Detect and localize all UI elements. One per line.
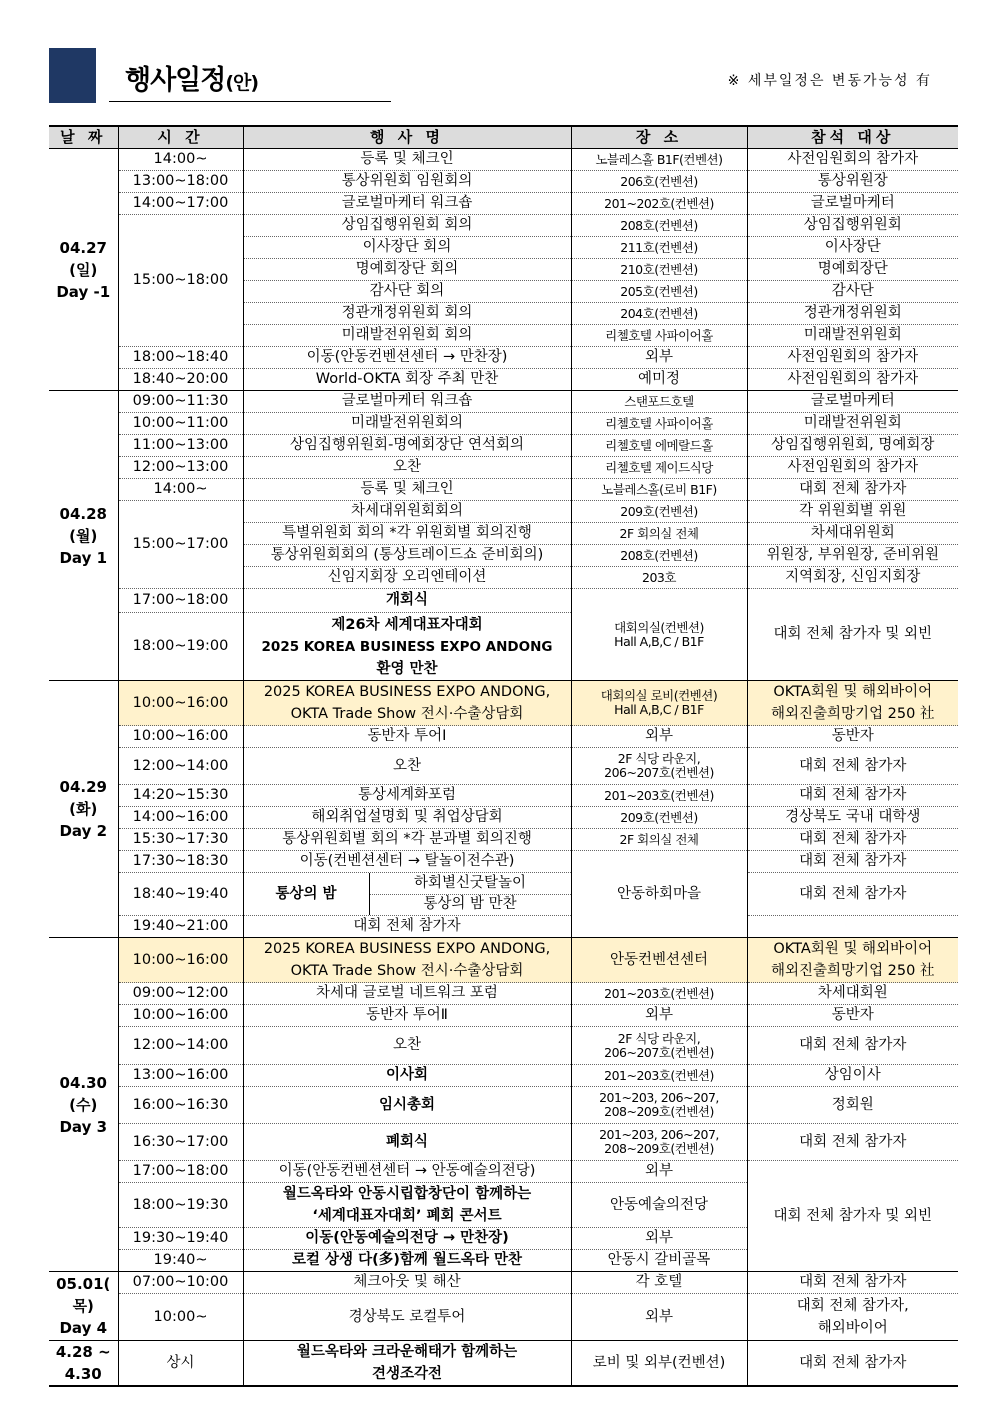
time-cell: 09:00~12:00 (118, 983, 243, 1005)
place-cell: 안동시 갈비골목 (571, 1250, 747, 1272)
time-cell: 13:00~16:00 (118, 1065, 243, 1087)
place-cell: 리첼호텔 사파이어홀 (571, 413, 747, 435)
time-cell: 14:00~17:00 (118, 193, 243, 215)
event-cell: 이사장단 회의 (243, 237, 571, 259)
place-cell: 203호 (571, 567, 747, 589)
attendee-cell: 감사단 (747, 281, 958, 303)
attendee-cell: 사전임원회의 참가자 (747, 457, 958, 479)
event-cell: 통상세계화포럼 (243, 785, 571, 807)
evening-event-2: 통상의 밤 만찬 (423, 896, 517, 913)
time-cell: 18:40~19:40 (118, 873, 243, 916)
attendee-cell: 정관개정위원회 (747, 303, 958, 325)
place-cell: 209호(컨벤션) (571, 807, 747, 829)
title-underline (109, 101, 391, 102)
table-row (49, 829, 958, 851)
event-cell (243, 873, 571, 916)
place-cell: 205호(컨벤션) (571, 281, 747, 303)
date-cell: 04.30 (수) Day 3 (49, 938, 118, 1272)
time-cell: 10:00~16:00 (118, 681, 243, 726)
header-place: 장 소 (571, 126, 747, 149)
table-row (49, 171, 958, 193)
event-cell: 감사단 회의 (243, 281, 571, 303)
time-cell: 15:00~17:00 (118, 501, 243, 589)
place-cell: 210호(컨벤션) (571, 259, 747, 281)
place-cell: 리첼호텔 에메랄드홀 (571, 435, 747, 457)
date-cell: 05.01( 목) Day 4 (49, 1272, 118, 1341)
evening-group-label: 통상의 밤 (244, 873, 370, 915)
event-cell: 동반자 투어Ⅰ (243, 726, 571, 748)
attendee-cell: 글로벌마케터 (747, 391, 958, 413)
time-cell: 10:00~ (118, 1294, 243, 1341)
date-cell: 04.28 (월) Day 1 (49, 391, 118, 681)
attendee-cell: 동반자 (747, 1005, 958, 1027)
time-cell: 19:30~19:40 (118, 1228, 243, 1250)
table-row (49, 873, 958, 916)
event-cell: 글로벌마케터 워크숍 (243, 193, 571, 215)
table-row (49, 916, 958, 938)
event-cell: 통상위원회회의 (통상트레이드쇼 준비회의) (243, 545, 571, 567)
page-title-suffix: (안) (225, 72, 259, 94)
table-row (49, 501, 958, 523)
attendee-cell: 상임집행위원회, 명예회장 (747, 435, 958, 457)
event-cell: 이동(안동예술의전당 → 만찬장) (243, 1228, 571, 1250)
event-cell: 폐회식 (243, 1124, 571, 1161)
table-row (49, 457, 958, 479)
attendee-cell: 글로벌마케터 (747, 193, 958, 215)
place-cell: 201~203호(컨벤션) (571, 1065, 747, 1087)
place-cell: 208호(컨벤션) (571, 545, 747, 567)
time-cell: 09:00~11:30 (118, 391, 243, 413)
event-cell: 제26차 세계대표자대회 2025 KOREA BUSINESS EXPO ANDONG 환영 만찬 (243, 613, 571, 681)
place-cell: 대회의실 로비(컨벤션) Hall A,B,C / B1F (571, 681, 747, 726)
table-row (49, 938, 958, 983)
table-row (49, 748, 958, 785)
table-row (49, 851, 958, 873)
place-cell: 201~203, 206~207, 208~209호(컨벤션) (571, 1124, 747, 1161)
attendee-cell: 대회 전체 참가자 (747, 1272, 958, 1294)
table-row (49, 479, 958, 501)
table-row (49, 1341, 958, 1387)
attendee-cell: 대회 전체 참가자 (747, 829, 958, 851)
attendee-cell: 대회 전체 참가자 (747, 785, 958, 807)
title-accent-block (49, 48, 96, 103)
attendee-cell: 대회 전체 참가자 및 외빈 (747, 1161, 958, 1272)
event-cell: 정관개정위원회 회의 (243, 303, 571, 325)
time-cell: 16:30~17:00 (118, 1124, 243, 1161)
attendee-cell: 이사장단 (747, 237, 958, 259)
place-cell: 201~203, 206~207, 208~209호(컨벤션) (571, 1087, 747, 1124)
place-cell: 예미정 (571, 369, 747, 391)
event-cell: 이사회 (243, 1065, 571, 1087)
event-cell: 등록 및 체크인 (243, 479, 571, 501)
attendee-cell: 대회 전체 참가자 (243, 916, 571, 938)
event-cell: 월드옥타와 안동시립합창단이 함께하는 ‘세계대표자대회’ 폐회 콘서트 (243, 1183, 571, 1228)
header-time: 시 간 (118, 126, 243, 149)
place-cell: 외부 (571, 1005, 747, 1027)
event-cell: 로컬 상생 다(多)함께 월드옥타 만찬 (243, 1250, 571, 1272)
header-attendees: 참석 대상 (747, 126, 958, 149)
date-cell: 04.27 (일) Day -1 (49, 149, 118, 391)
place-cell: 외부 (571, 1228, 747, 1250)
event-cell: 상임집행위원회 회의 (243, 215, 571, 237)
place-cell: 리첼호텔 제이드식당 (571, 457, 747, 479)
attendee-cell: OKTA회원 및 해외바이어 해외진출희망기업 250 社 (747, 681, 958, 726)
time-cell: 18:40~20:00 (118, 369, 243, 391)
attendee-cell: 대회 전체 참가자 (747, 479, 958, 501)
table-row (49, 589, 958, 613)
event-cell: 경상북도 로컬투어 (243, 1294, 571, 1341)
attendee-cell: 대회 전체 참가자 (747, 1124, 958, 1161)
event-cell: 이동(안동컨벤션센터 → 만찬장) (243, 347, 571, 369)
attendee-cell: 미래발전위원회 (747, 413, 958, 435)
attendee-cell: 대회 전체 참가자 (747, 851, 958, 873)
time-cell: 10:00~16:00 (118, 726, 243, 748)
time-cell: 12:00~14:00 (118, 748, 243, 785)
table-row (49, 785, 958, 807)
time-cell: 14:20~15:30 (118, 785, 243, 807)
table-row (49, 1294, 958, 1341)
time-cell: 10:00~16:00 (118, 1005, 243, 1027)
time-cell: 14:00~ (118, 149, 243, 171)
time-cell: 13:00~18:00 (118, 171, 243, 193)
place-cell: 211호(컨벤션) (571, 237, 747, 259)
table-row (49, 215, 958, 237)
attendee-cell: 경상북도 국내 대학생 (747, 807, 958, 829)
time-cell: 15:00~18:00 (118, 215, 243, 347)
header-date: 날 짜 (49, 126, 118, 149)
time-cell: 12:00~13:00 (118, 457, 243, 479)
place-cell: 201~203호(컨벤션) (571, 785, 747, 807)
attendee-cell: 미래발전위원회 (747, 325, 958, 347)
attendee-cell: 사전임원회의 참가자 (747, 149, 958, 171)
date-cell: 4.28 ~ 4.30 (49, 1341, 118, 1387)
table-row (49, 347, 958, 369)
date-cell: 04.29 (화) Day 2 (49, 681, 118, 938)
attendee-cell: 위원장, 부위원장, 준비위원 (747, 545, 958, 567)
place-cell: 2F 식당 라운지, 206~207호(컨벤션) (571, 748, 747, 785)
time-cell: 19:40~ (118, 1250, 243, 1272)
attendee-cell: 사전임원회의 참가자 (747, 369, 958, 391)
time-cell: 19:40~21:00 (118, 916, 243, 938)
event-cell: 2025 KOREA BUSINESS EXPO ANDONG, OKTA Trade Show 전시·수출상담회 (243, 681, 571, 726)
schedule-table (49, 125, 958, 1387)
place-cell: 리첼호텔 사파이어홀 (571, 325, 747, 347)
event-cell: 임시총회 (243, 1087, 571, 1124)
place-cell: 209호(컨벤션) (571, 501, 747, 523)
table-row (49, 1065, 958, 1087)
place-cell: 스탠포드호텔 (571, 391, 747, 413)
place-cell: 204호(컨벤션) (571, 303, 747, 325)
attendee-cell: 대회 전체 참가자 (747, 748, 958, 785)
event-cell: 미래발전위원회의 (243, 413, 571, 435)
event-cell: 월드옥타와 크라운해태가 함께하는 견생조각전 (243, 1341, 571, 1387)
place-cell: 2F 회의실 전체 (571, 829, 747, 851)
table-row (49, 1027, 958, 1065)
attendee-cell: 명예회장단 (747, 259, 958, 281)
header-event: 행 사 명 (243, 126, 571, 149)
table-row (49, 1087, 958, 1124)
time-cell: 18:00~19:00 (118, 613, 243, 681)
time-cell: 07:00~10:00 (118, 1272, 243, 1294)
table-row (49, 726, 958, 748)
table-header-row (49, 126, 958, 149)
evening-event-1: 하회별신굿탈놀이 (370, 873, 571, 895)
attendee-cell: 정회원 (747, 1087, 958, 1124)
table-row (49, 681, 958, 726)
event-cell: 이동(컨벤션센터 → 탈놀이전수관) (243, 851, 571, 873)
place-cell: 외부 (571, 1161, 747, 1183)
event-cell: 차세대 글로벌 네트워크 포럼 (243, 983, 571, 1005)
place-cell: 외부 (571, 1294, 747, 1341)
event-cell: 신임지회장 오리엔테이션 (243, 567, 571, 589)
event-cell: 오찬 (243, 1027, 571, 1065)
place-cell: 201~203호(컨벤션) (571, 983, 747, 1005)
table-row (49, 1161, 958, 1183)
place-cell: 노블레스홀 B1F(컨벤션) (571, 149, 747, 171)
table-row (49, 435, 958, 457)
place-cell: 2F 식당 라운지, 206~207호(컨벤션) (571, 1027, 747, 1065)
event-cell: 오찬 (243, 457, 571, 479)
event-cell: 이동(안동컨벤션센터 → 안동예술의전당) (243, 1161, 571, 1183)
event-cell: 통상위원회 임원회의 (243, 171, 571, 193)
attendee-cell: 사전임원회의 참가자 (747, 347, 958, 369)
table-row (49, 369, 958, 391)
attendee-cell: 대회 전체 참가자 (747, 873, 958, 916)
attendee-cell: 대회 전체 참가자, 해외바이어 (747, 1294, 958, 1341)
place-cell: 외부 (571, 347, 747, 369)
attendee-cell: 대회 전체 참가자 (747, 1341, 958, 1387)
event-cell: 2025 KOREA BUSINESS EXPO ANDONG, OKTA Trade Show 전시·수출상담회 (243, 938, 571, 983)
event-cell: 해외취업설명회 및 취업상담회 (243, 807, 571, 829)
place-cell: 2F 회의실 전체 (571, 523, 747, 545)
place-cell: 안동컨벤션센터 (571, 938, 747, 983)
place-cell: 노블레스홀(로비 B1F) (571, 479, 747, 501)
event-cell: 동반자 투어Ⅱ (243, 1005, 571, 1027)
time-cell: 14:00~ (118, 479, 243, 501)
page-title-main: 행사일정 (125, 65, 226, 96)
table-row (49, 1124, 958, 1161)
event-cell: 미래발전위원회 회의 (243, 325, 571, 347)
event-cell: 특별위원회 회의 *각 위원회별 회의진행 (243, 523, 571, 545)
table-row (49, 413, 958, 435)
table-row (49, 1005, 958, 1027)
attendee-cell: 차세대회원 (747, 983, 958, 1005)
place-cell: 206호(컨벤션) (571, 171, 747, 193)
attendee-cell: OKTA회원 및 해외바이어 해외진출희망기업 250 社 (747, 938, 958, 983)
place-cell: 안동하회마을 (571, 851, 747, 938)
attendee-cell: 각 위원회별 위원 (747, 501, 958, 523)
time-cell: 14:00~16:00 (118, 807, 243, 829)
attendee-cell: 대회 전체 참가자 (747, 1027, 958, 1065)
place-cell: 안동예술의전당 (571, 1183, 747, 1228)
event-cell: World-OKTA 회장 주최 만찬 (243, 369, 571, 391)
event-cell: 명예회장단 회의 (243, 259, 571, 281)
attendee-cell: 통상위원장 (747, 171, 958, 193)
event-cell: 글로벌마케터 워크숍 (243, 391, 571, 413)
event-cell: 오찬 (243, 748, 571, 785)
event-cell: 통상위원회별 회의 *각 분과별 회의진행 (243, 829, 571, 851)
table-row (49, 807, 958, 829)
place-cell: 대회의실(컨벤션) Hall A,B,C / B1F (571, 589, 747, 681)
time-cell: 15:30~17:30 (118, 829, 243, 851)
time-cell: 10:00~11:00 (118, 413, 243, 435)
time-cell: 10:00~16:00 (118, 938, 243, 983)
table-row (49, 1272, 958, 1294)
attendee-cell: 상임이사 (747, 1065, 958, 1087)
time-cell: 17:30~18:30 (118, 851, 243, 873)
time-cell: 상시 (118, 1341, 243, 1387)
event-cell: 상임집행위원회-명예회장단 연석회의 (243, 435, 571, 457)
event-cell: 차세대위원회회의 (243, 501, 571, 523)
table-row (49, 391, 958, 413)
time-cell: 17:00~18:00 (118, 1161, 243, 1183)
event-cell: 체크아웃 및 해산 (243, 1272, 571, 1294)
time-cell: 17:00~18:00 (118, 589, 243, 613)
place-cell: 외부 (571, 726, 747, 748)
attendee-cell: 차세대위원회 (747, 523, 958, 545)
time-cell: 18:00~19:30 (118, 1183, 243, 1228)
table-row (49, 983, 958, 1005)
time-cell: 18:00~18:40 (118, 347, 243, 369)
change-notice: ※ 세부일정은 변동가능성 有 (727, 73, 932, 89)
time-cell: 11:00~13:00 (118, 435, 243, 457)
attendee-cell: 동반자 (747, 726, 958, 748)
time-cell: 12:00~14:00 (118, 1027, 243, 1065)
event-cell: 등록 및 체크인 (243, 149, 571, 171)
place-cell: 각 호텔 (571, 1272, 747, 1294)
time-cell: 16:00~16:30 (118, 1087, 243, 1124)
page-title (125, 58, 258, 97)
attendee-cell: 대회 전체 참가자 및 외빈 (747, 589, 958, 681)
table-row (49, 149, 958, 171)
attendee-cell: 지역회장, 신임지회장 (747, 567, 958, 589)
table-row (49, 193, 958, 215)
place-cell: 201~202호(컨벤션) (571, 193, 747, 215)
attendee-cell: 상임집행위원회 (747, 215, 958, 237)
event-cell: 개회식 (243, 589, 571, 613)
place-cell: 로비 및 외부(컨벤션) (571, 1341, 747, 1387)
place-cell: 208호(컨벤션) (571, 215, 747, 237)
